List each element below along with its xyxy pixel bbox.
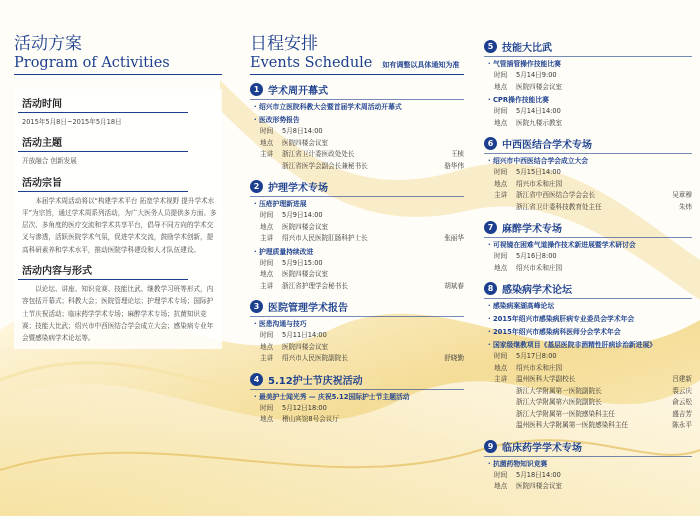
detail-row [484,202,692,214]
schedule-item-header [484,220,692,235]
detail-row [250,281,464,293]
item-title: 护理学术专场 [268,183,328,194]
detail-row [250,149,464,161]
detail-key: 地点 [494,263,508,272]
detail-value: 5月9日15:00 [282,258,323,267]
program-title-en: Program of Activities [14,55,170,71]
schedule-item [250,299,464,365]
item-topic: · 气管插管操作技能比赛 [488,60,561,68]
item-divider [250,316,464,317]
detail-key: 地点 [260,138,274,147]
detail-key: 地点 [494,179,508,188]
detail-row [250,414,464,426]
schedule-column-1 [250,34,464,426]
item-title: 医院管理学术报告 [268,303,348,314]
detail-key: 时间 [260,127,274,135]
detail-key: 时间 [260,258,274,267]
detail-value-wrap [516,374,692,386]
detail-row [250,342,464,354]
item-number-badge: 1 [250,83,263,96]
detail-person: 盛吉芳 [672,409,692,418]
schedule-item-header [250,179,464,194]
detail-key: 时间 [494,252,508,260]
detail-row [484,470,692,482]
detail-key: 主讲 [260,150,274,158]
item-number-badge: 7 [484,221,497,234]
detail-key: 地点 [494,118,508,127]
detail-value-wrap [282,258,464,270]
schedule-items-right [484,39,692,493]
detail-value: 医院九楼示教室 [516,118,563,127]
detail-value-wrap [516,409,692,421]
schedule-item-header [484,136,692,151]
item-divider [250,196,464,197]
section-heading-time: 活动时间 [18,89,188,113]
detail-value-wrap [516,263,692,275]
detail-value: 5月8日14:00 [282,127,323,135]
section-text-theme: 开放融合 创新发展 [22,157,77,166]
section-heading-purpose: 活动宗旨 [18,168,188,192]
detail-value: 医院四楼会议室 [282,222,329,231]
detail-value-wrap [282,353,464,365]
detail-value-wrap [282,161,464,173]
schedule-item [484,39,692,129]
item-number-badge: 4 [250,373,263,386]
detail-value-wrap [516,167,692,179]
detail-row [250,258,464,270]
detail-value-wrap [282,342,464,354]
program-column [14,34,222,349]
detail-value-wrap [516,70,692,82]
detail-value-wrap [282,222,464,234]
item-title: 中西医结合学术专场 [502,140,592,151]
detail-value-wrap [516,190,692,202]
detail-value-wrap [516,397,692,409]
item-topic: · 最美护士闻光秀 — 庆祝5.12国际护士节主题活动 [254,392,410,401]
item-topic: · 2015年绍兴市感染病肝病专业委员会学术年会 [488,315,635,323]
schedule-item [484,220,692,274]
item-number-badge: 8 [484,282,497,295]
detail-person: 骆华伟 [444,161,464,170]
detail-key: 地点 [260,270,274,278]
detail-key: 地点 [260,415,274,423]
detail-row [484,263,692,275]
detail-value: 绍兴市禾和庄园 [516,179,563,188]
detail-row [250,126,464,138]
detail-person: 舒晓勤 [444,354,464,362]
detail-row [250,403,464,415]
detail-value-wrap [516,82,692,94]
title-divider [14,74,222,75]
detail-row [250,222,464,234]
detail-person: 陈永平 [672,421,692,429]
detail-key: 主讲 [494,191,508,199]
item-title: 技能大比武 [502,43,552,54]
detail-value-wrap [282,138,464,150]
detail-value: 5月9日14:00 [282,211,323,219]
detail-value: 医院四楼会议室 [282,138,329,147]
item-number-badge: 2 [250,180,263,193]
schedule-item [484,439,692,493]
detail-key: 时间 [494,168,508,176]
item-divider [484,237,692,238]
item-topic: · 国家级继教项目《基层医院非酒精性肝病诊治新进展》 [488,341,657,349]
detail-row [484,190,692,202]
detail-row [250,330,464,342]
detail-key [494,202,516,214]
item-divider [250,389,464,390]
detail-key: 时间 [494,71,508,79]
detail-person: 朱炜 [678,202,692,211]
detail-value-wrap [516,420,692,432]
detail-key: 地点 [494,482,508,490]
item-divider [484,56,692,57]
item-title: 学术周开幕式 [268,86,328,97]
detail-value: 绍兴市禾和庄园 [516,263,563,272]
detail-key: 时间 [494,107,508,115]
detail-value: 5月15日14:00 [516,168,561,176]
detail-value: 浙江省医学会副会长兼秘书长 [282,161,368,170]
schedule-item-header [250,82,464,97]
detail-row [484,420,692,432]
detail-key: 主讲 [260,281,274,290]
detail-value: 浙江大学附属第六医院副院长 [516,398,602,406]
detail-key: 地点 [260,222,274,231]
section-text-content: 以论坛、讲座、知识竞赛、技能比武、继教学习班等形式，内容包括开幕式；科教大会；医院管理论坛；护理学术专场；国际护士节庆祝活动；临床药学学术专场；麻醉学术专场；抗菌知识竞赛；技能大比武；绍兴市中西医结合学会成立大会；感染病专业年会暨感染病学术论坛等。 [22,285,214,343]
detail-row [484,82,692,94]
detail-key: 时间 [260,211,274,219]
item-topic: · 护理质量持续改进 [254,247,314,256]
detail-person: 张丽华 [444,234,464,242]
schedule-item-header [484,39,692,54]
detail-person: 吕建新 [672,375,692,383]
section-heading-content: 活动内容与形式 [18,256,188,280]
detail-value: 医院四楼会议室 [282,342,329,351]
detail-value: 5月16日8:00 [516,252,557,260]
detail-value-wrap [282,233,464,245]
schedule-note: 如有调整以具体通知为准 [382,61,460,69]
item-topic: · 绍兴市中西医结合学会成立大会 [488,157,589,165]
detail-row [484,251,692,263]
item-title: 临床药学学术专场 [502,442,582,454]
detail-value: 绍兴市禾和庄园 [516,363,563,372]
detail-key: 主讲 [494,375,508,383]
section-text-time: 2015年5月8日~2015年5月18日 [22,118,122,126]
detail-value: 温州医科大学附属第一医院感染科主任 [516,421,629,429]
detail-value: 医院四楼会议室 [516,482,563,490]
program-title-cn: 活动方案 [14,34,82,54]
title-divider [250,74,464,75]
item-topic: · CPR操作技能比赛 [488,96,549,104]
detail-value: 浙江省卫计委科技教育处主任 [516,202,602,211]
detail-value: 5月18日14:00 [516,470,561,479]
detail-key: 时间 [494,470,508,479]
detail-key: 地点 [260,342,274,351]
detail-value-wrap [282,126,464,138]
detail-row [484,386,692,398]
item-number-badge: 6 [484,137,497,150]
item-topic: · 可视镜在困难气道操作技术新进展暨学术研讨会 [488,241,636,249]
detail-row [484,70,692,82]
detail-row [484,179,692,191]
detail-value: 稽山宾馆8号会议厅 [282,415,339,423]
program-panel [14,89,222,349]
detail-key [494,420,516,432]
detail-row [484,481,692,493]
detail-value-wrap [516,251,692,263]
detail-person: 王桢 [450,150,464,158]
detail-row [484,351,692,363]
detail-row [484,374,692,386]
item-topic: · 压疮护理新进展 [254,200,307,208]
detail-row [250,269,464,281]
detail-value: 绍兴市人民医院副院长 [282,354,348,362]
detail-value-wrap [282,330,464,342]
schedule-title-cn: 日程安排 [250,34,318,54]
detail-value-wrap [516,363,692,375]
detail-value-wrap [516,386,692,398]
detail-row [250,138,464,150]
item-topic: · 感染病案湖高峰论坛 [488,302,555,310]
detail-value-wrap [282,403,464,415]
detail-value: 浙江省卫计委医政处处长 [282,150,355,158]
detail-row [484,106,692,118]
detail-value-wrap [282,269,464,281]
schedule-item [250,372,464,426]
item-divider [484,153,692,154]
item-number-badge: 5 [484,40,497,53]
item-topic: · 绍兴市立医院科教大会暨首届学术周活动开幕式 [254,103,402,111]
detail-value-wrap [516,481,692,493]
item-number-badge: 9 [484,440,497,453]
detail-value: 5月14日9:00 [516,71,557,79]
detail-key: 时间 [260,331,274,339]
schedule-item-header [484,439,692,454]
detail-value-wrap [516,106,692,118]
detail-value: 5月11日14:00 [282,331,327,339]
detail-key: 时间 [494,352,508,360]
item-topic: · 抗菌药物知识竞赛 [488,459,548,468]
detail-row [250,161,464,173]
item-divider [250,99,464,100]
schedule-item [250,179,464,292]
detail-row [250,353,464,365]
item-topic: · 医改形势报告 [254,116,300,124]
detail-row [484,118,692,130]
schedule-column-2 [484,34,692,493]
detail-row [250,210,464,222]
schedule-item-header [250,299,464,314]
detail-value-wrap [516,351,692,363]
item-divider [484,298,692,299]
detail-value-wrap [516,202,692,214]
schedule-items-left [250,82,464,426]
section-heading-theme: 活动主题 [18,128,188,152]
detail-value-wrap [516,470,692,482]
detail-key [494,409,516,421]
item-title: 感染病学术论坛 [502,285,572,296]
detail-value: 5月14日14:00 [516,107,561,115]
schedule-item [250,82,464,172]
detail-value: 医院四楼会议室 [282,270,329,278]
detail-value-wrap [282,149,464,161]
detail-value: 医院四楼会议室 [516,82,563,91]
detail-value: 5月17日8:00 [516,352,557,360]
detail-row [484,409,692,421]
detail-key [260,161,282,173]
detail-value-wrap [516,118,692,130]
section-text-purpose: 本届学术周活动将以“构建学术平台 拓宽学术视野 提升学术水平”为宗旨，通过学术周系列活动，为广大医务人员提供多方面、多层次、多角度的医疗交流和学术共享平台，倡导不同方向的学术交叉与渗透，活跃医院学术气氛，促进学术交流，鼓励学术创新，提高科研素养和学术水平，推动医院学科建设和人才队伍建设。 [22,196,217,254]
item-title: 5.12护士节庆祝活动 [268,375,363,387]
detail-value: 5月12日18:00 [282,403,327,412]
detail-person: 裘云庆 [672,386,692,395]
detail-value: 温州医科大学副校长 [516,375,576,383]
detail-value: 浙江省护理学会秘书长 [282,281,348,290]
item-topic: · 医患沟通与技巧 [254,320,307,328]
item-topic: · 2015年绍兴市感染病科医师分会学术年会 [488,328,621,336]
detail-value: 浙江省中西医结合学会会长 [516,191,596,199]
schedule-item [484,281,692,432]
detail-key [494,386,516,398]
item-number-badge: 3 [250,300,263,313]
detail-value: 浙江大学附属第一医院副院长 [516,386,602,395]
schedule-title-en: Events Schedule [250,55,373,71]
item-divider [484,456,692,457]
detail-value-wrap [282,414,464,426]
schedule-item-header [484,281,692,296]
detail-value-wrap [282,281,464,293]
detail-row [484,363,692,375]
detail-person: 俞云松 [672,398,692,406]
item-title: 麻醉学术专场 [502,224,562,235]
detail-row [250,233,464,245]
schedule-item [484,136,692,213]
detail-key [494,397,516,409]
detail-person: 胡斌春 [444,281,464,290]
detail-row [484,397,692,409]
detail-value: 浙江大学附属第一医院感染科主任 [516,409,615,418]
detail-value-wrap [282,210,464,222]
schedule-item-header [250,372,464,387]
detail-key: 主讲 [260,234,274,242]
detail-key: 主讲 [260,354,274,362]
detail-key: 时间 [260,403,274,412]
detail-row [484,167,692,179]
detail-value: 绍兴市人民医院肛肠科护士长 [282,234,368,242]
detail-person: 吴章穆 [672,191,692,199]
detail-key: 地点 [494,82,508,91]
detail-key: 地点 [494,363,508,372]
detail-value-wrap [516,179,692,191]
